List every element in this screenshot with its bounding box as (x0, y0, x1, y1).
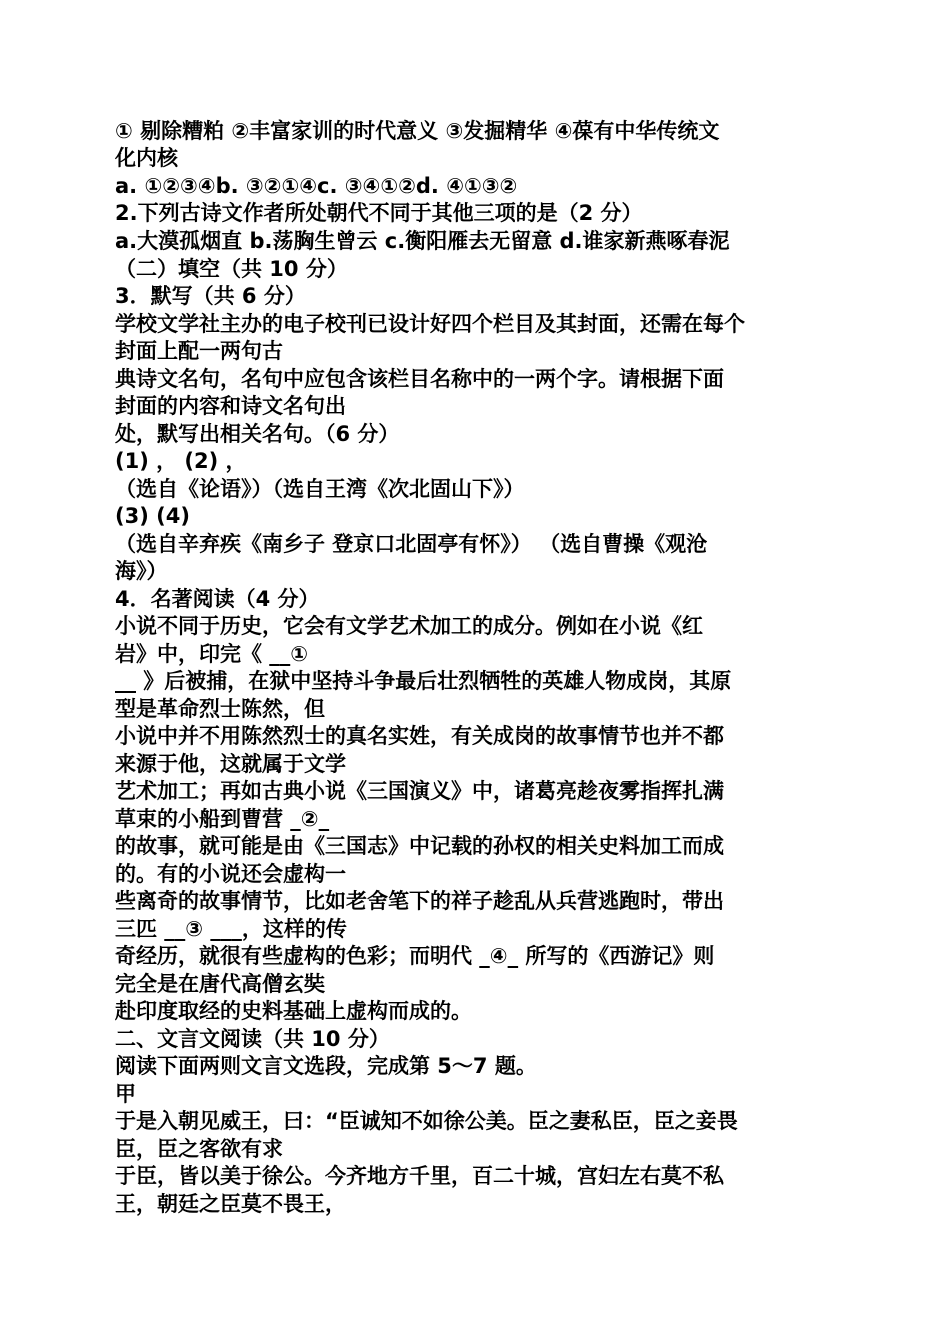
text-line: 些离奇的故事情节，比如老舍笔下的祥子趁乱从兵营逃跑时，带出 (115, 889, 724, 913)
text-line: 学校文学社主办的电子校刊已设计好四个栏目及其封面，还需在每个 (115, 312, 745, 336)
text-line: __ 》后被捕，在狱中坚持斗争最后壮烈牺牲的英雄人物成岗，其原 (115, 669, 732, 693)
text-line: （选自辛弃疾《南乡子 登京口北固亭有怀》） （选自曹操《观沧 (115, 532, 708, 556)
text-line: 的。有的小说还会虚构一 (115, 862, 346, 886)
text-line: 小说不同于历史，它会有文学艺术加工的成分。例如在小说《红 (115, 614, 703, 638)
text-line: 于臣，皆以美于徐公。今齐地方千里，百二十城，宫妇左右莫不私 (115, 1164, 724, 1188)
text-line: 化内核 (115, 146, 178, 170)
text-line: 奇经历，就很有些虚构的色彩；而明代 _④_ 所写的《西游记》则 (115, 944, 715, 968)
text-line: 岩》中，印完《 __① (115, 642, 309, 666)
text-line: 赴印度取经的史料基础上虚构而成的。 (115, 999, 472, 1023)
text-line: 封面上配一两句古 (115, 339, 283, 363)
text-line: 小说中并不用陈然烈士的真名实姓，有关成岗的故事情节也并不都 (115, 724, 724, 748)
section-heading: （二）填空（共 10 分） (115, 257, 348, 281)
text-line: 封面的内容和诗文名句出 (115, 394, 346, 418)
text-line: 的故事，就可能是由《三国志》中记载的孙权的相关史料加工而成 (115, 834, 724, 858)
text-line: ① 剔除糟粕 ②丰富家训的时代意义 ③发掘精华 ④葆有中华传统文 (115, 119, 720, 143)
text-line: 来源于他，这就属于文学 (115, 752, 346, 776)
text-line: 处，默写出相关名句。（6 分） (115, 422, 400, 446)
text-line: 王，朝廷之臣莫不畏王， (115, 1192, 346, 1216)
text-line: 三匹 __③ ___，这样的传 (115, 917, 347, 941)
text-line: a.大漠孤烟直 b.荡胸生曾云 c.衡阳雁去无留意 d.谁家新燕啄春泥 (115, 229, 730, 253)
question-heading: 3．默写（共 6 分） (115, 284, 306, 308)
text-line: (1) ， (2) ， (115, 449, 247, 473)
text-line: 艺术加工；再如古典小说《三国演义》中，诸葛亮趁夜雾指挥扎满 (115, 779, 724, 803)
text-line: 阅读下面两则文言文选段，完成第 5～7 题。 (115, 1054, 537, 1078)
text-line: a. ①②③④b. ③②①④c. ③④①②d. ④①③② (115, 174, 518, 198)
text-line: 型是革命烈士陈然，但 (115, 697, 325, 721)
text-line: 甲 (115, 1082, 136, 1106)
section-heading: 二、文言文阅读（共 10 分） (115, 1027, 390, 1051)
text-line: 完全是在唐代高僧玄奘 (115, 972, 325, 996)
text-line: 海》） (115, 559, 168, 583)
text-line: （选自《论语》）（选自王湾《次北固山下》） (115, 477, 525, 501)
text-line: 草束的小船到曹营 _②_ (115, 807, 330, 831)
text-line: 2.下列古诗文作者所处朝代不同于其他三项的是（2 分） (115, 201, 643, 225)
text-line: (3) (4) (115, 504, 190, 528)
text-line: 典诗文名句，名句中应包含该栏目名称中的一两个字。请根据下面 (115, 367, 724, 391)
text-line: 于是入朝见威王，曰：“臣诚知不如徐公美。臣之妻私臣，臣之妾畏 (115, 1109, 738, 1133)
question-heading: 4．名著阅读（4 分） (115, 587, 320, 611)
text-line: 臣，臣之客欲有求 (115, 1137, 283, 1161)
